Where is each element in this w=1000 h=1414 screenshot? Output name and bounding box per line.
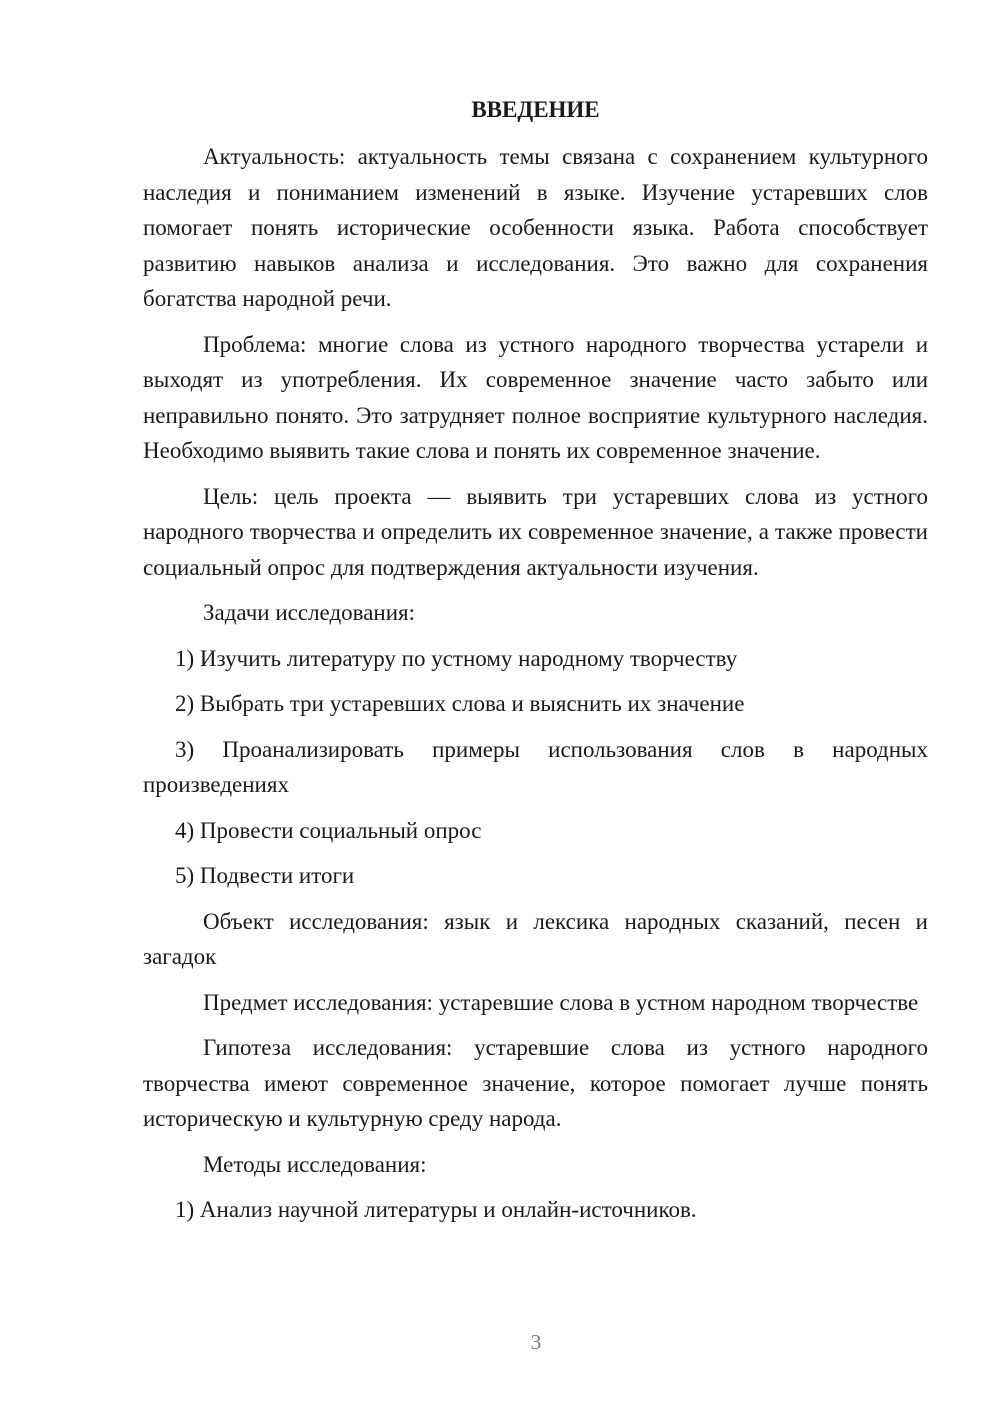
task-item: 1) Изучить литературу по устному народному творчеству — [175, 645, 738, 671]
task-item: 4) Провести социальный опрос — [175, 817, 482, 843]
task-item: 5) Подвести итоги — [175, 863, 355, 888]
hypothesis-paragraph: Гипотеза исследования: устаревшие слова из устного народного творчества имеют современное значение, которое помогает лучше понять историческую и культурную среду народа. — [143, 1035, 928, 1131]
subject-paragraph: Предмет исследования: устаревшие слова в устном народном творчестве — [203, 989, 919, 1015]
task-item: 3) Проанализировать примеры использования слов в народных произведениях — [143, 736, 928, 797]
tasks-heading: Задачи исследования: — [203, 600, 416, 625]
page-content — [143, 92, 928, 1238]
relevance-paragraph: Актуальность: актуальность темы связана с сохранением культурного наследия и пониманием изменений в языке. Изучение устаревших слов помогает понять исторические особенности языка. Работа способствует развитию навыков анализа и исследования. Это важно для сохранения богатства народной речи. — [143, 144, 928, 311]
object-paragraph: Объект исследования: язык и лексика народных сказаний, песен и загадок — [143, 908, 928, 969]
section-title: ВВЕДЕНИЕ — [471, 97, 600, 122]
task-item: 2) Выбрать три устаревших слова и выяснить их значение — [175, 691, 745, 716]
page-number: 3 — [530, 1330, 542, 1354]
methods-heading: Методы исследования: — [203, 1151, 427, 1177]
goal-paragraph: Цель: цель проекта — выявить три устаревших слова из устного народного творчества и определить их современное значение, а также провести социальный опрос для подтверждения актуальности изучения. — [143, 483, 928, 580]
problem-paragraph: Проблема: многие слова из устного народного творчества устарели и выходят из употребления. Их современное значение часто забыто или неправильно понято. Это затрудняет полное восприятие культурного наследия. Необходимо выявить такие слова и понять их современное значение. — [143, 331, 928, 463]
method-item: 1) Анализ научной литературы и онлайн-источников. — [175, 1197, 697, 1222]
